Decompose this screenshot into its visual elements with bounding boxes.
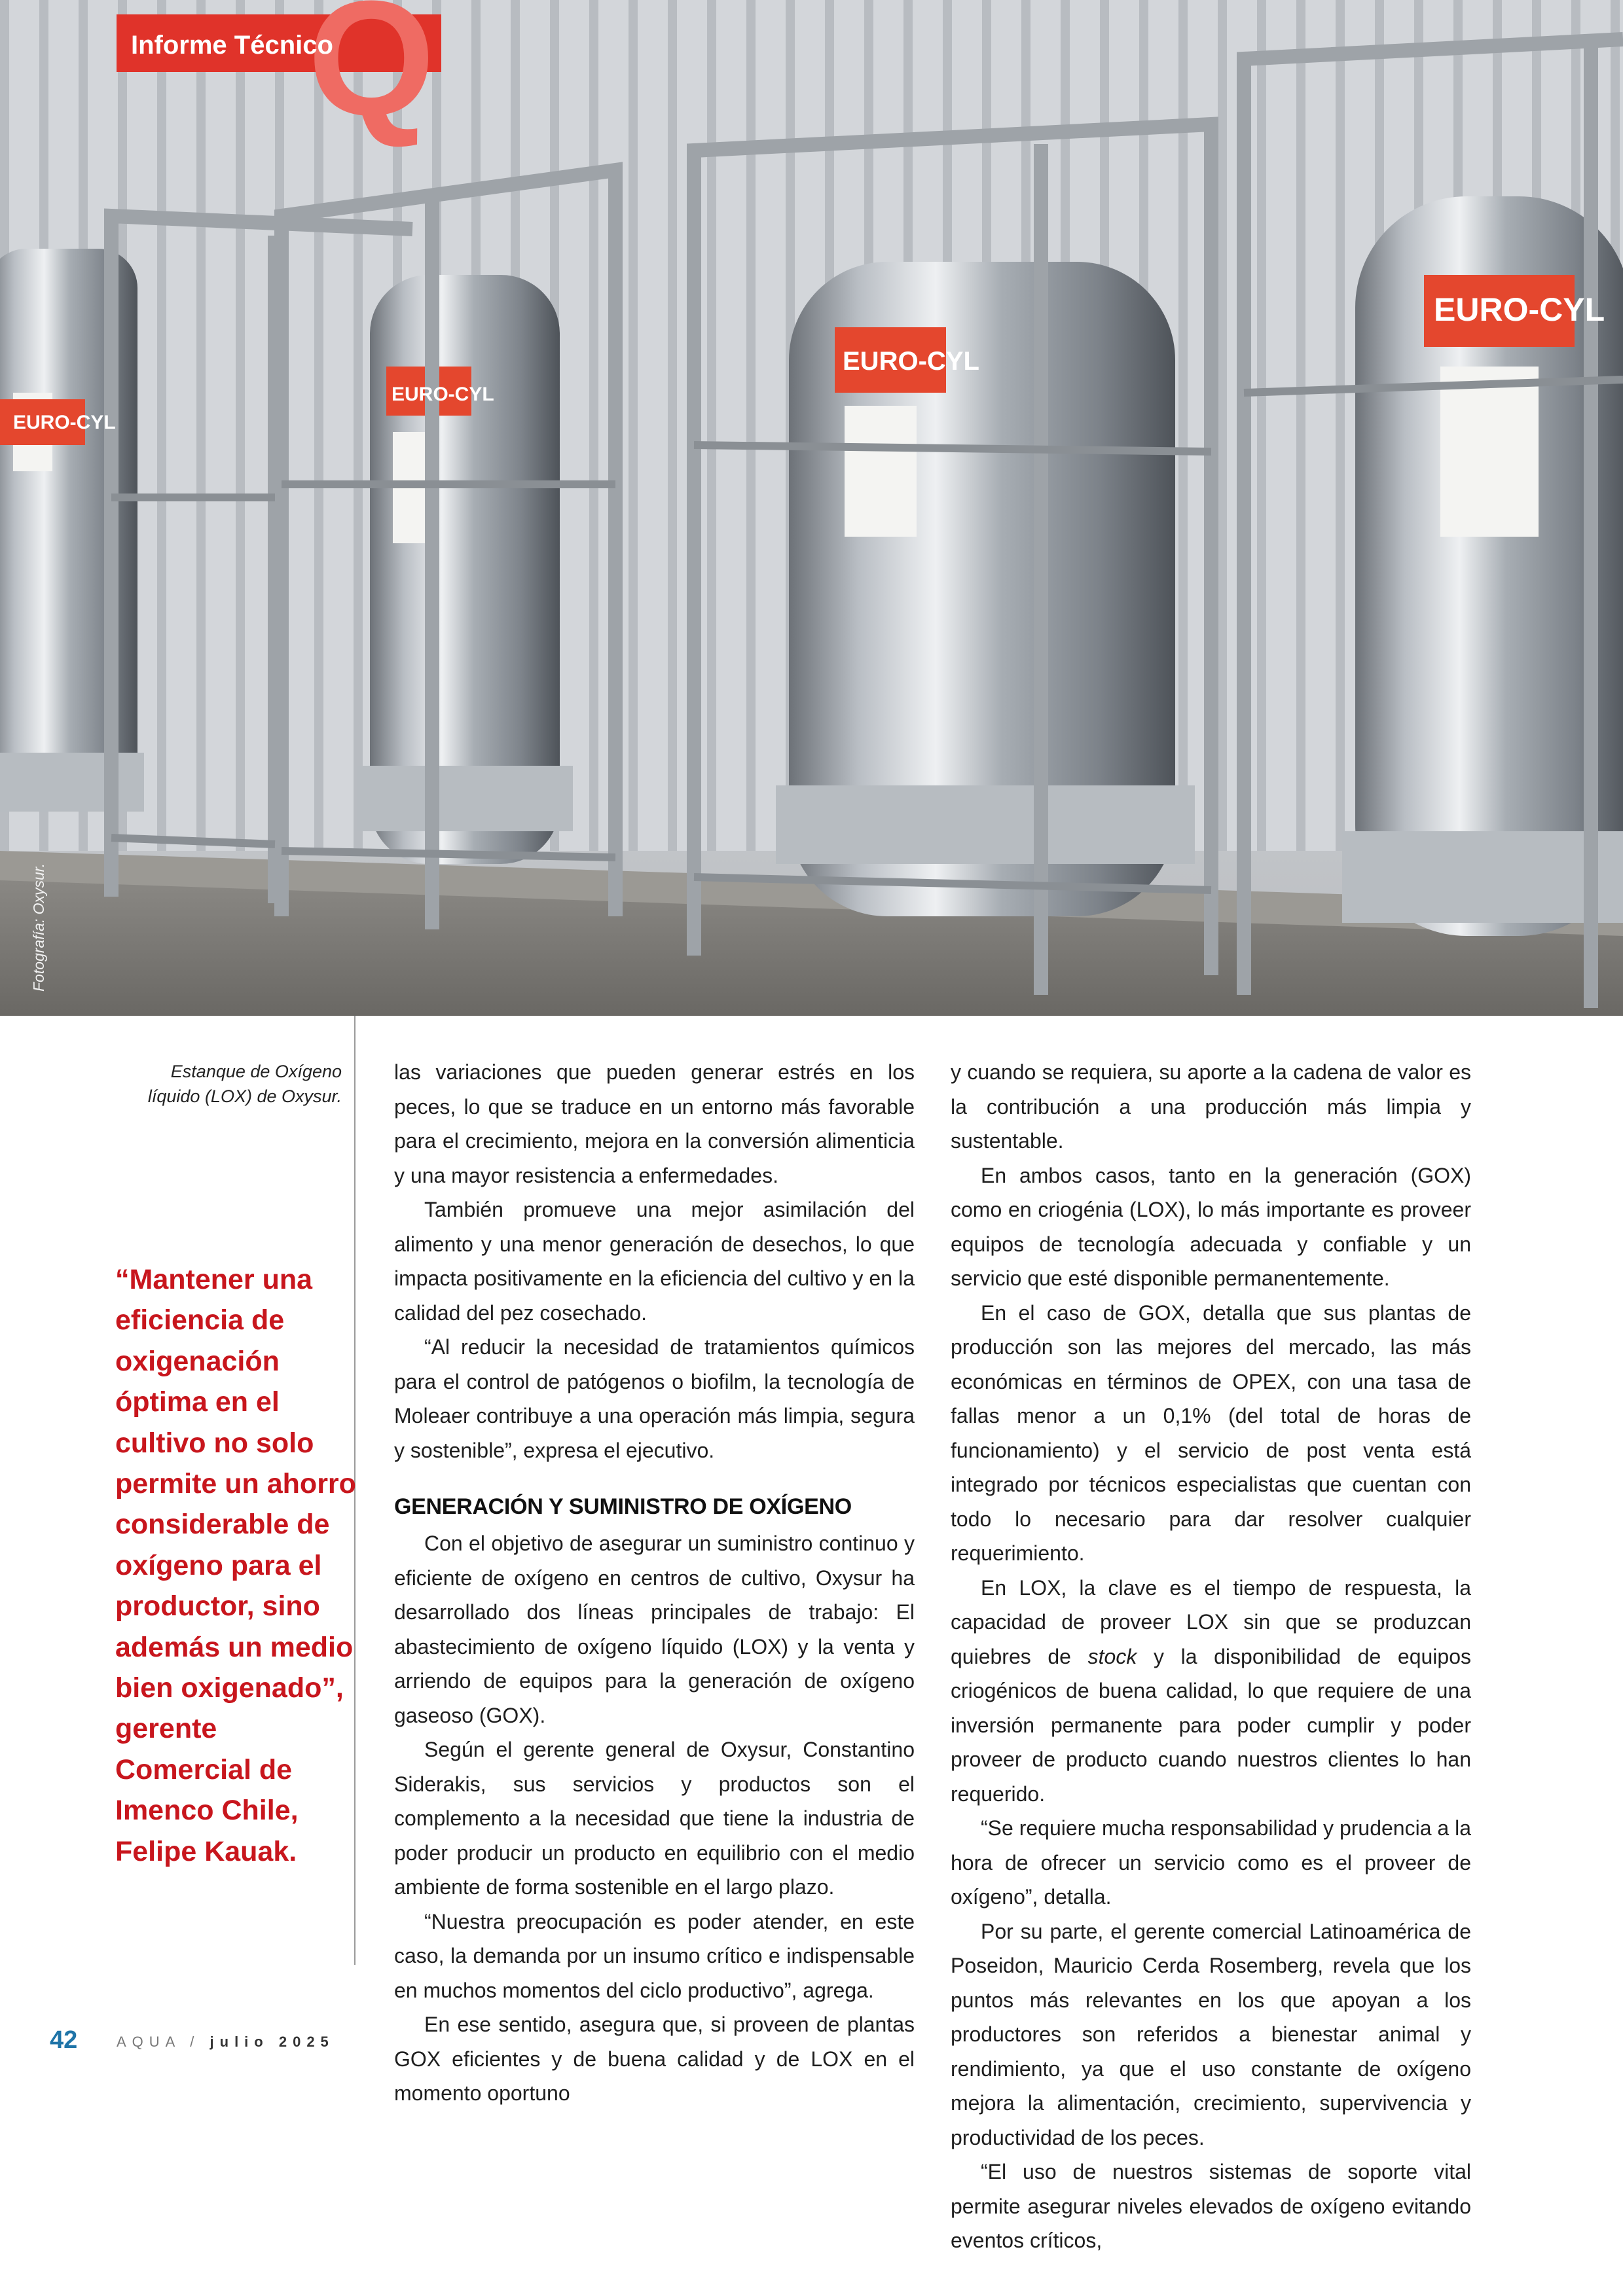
paragraph: En ambos casos, tanto en la generación (GOX) como en criogénia (LOX), lo más importante es proveer equipos de tecnología adecuada y confiable y un servicio que esté disponible permanentemente.	[951, 1163, 1471, 1290]
section-badge-label: Informe Técnico	[131, 31, 333, 60]
paragraph	[951, 1571, 1471, 1812]
paragraph: Según el gerente general de Oxysur, Constantino Siderakis, sus servicios y productos son el complemento a la necesidad que tiene la industria de poder producir un producto en equilibrio con el medio ambiente de forma sostenible en el largo plazo.	[394, 1738, 915, 1899]
emphasis-stock: stock	[1087, 1644, 1137, 1668]
tank-2	[357, 275, 573, 864]
paragraph: “El uso de nuestros sistemas de soporte vital permite asegurar niveles elevados de oxígeno evitando eventos críticos,	[951, 2160, 1471, 2252]
paragraph: y cuando se requiera, su aporte a la cadena de valor es la contribución a una producción más limpia y sustentable.	[951, 1060, 1471, 1153]
section-heading: GENERACIÓN Y SUMINISTRO DE OXÍGENO	[394, 1494, 852, 1519]
paragraph: También promueve una mejor asimilación del alimento y una menor generación de desechos, lo que impacta positivamente en la eficiencia del cultivo y en la calidad del pez cosechado.	[394, 1198, 915, 1325]
tank-label-1: EURO-CYL	[13, 412, 116, 433]
header-photo	[0, 0, 1623, 1016]
paragraph: En ese sentido, asegura que, si proveen de plantas GOX eficientes y de buena calidad y de LOX en el momento oportuno	[394, 2013, 915, 2105]
text-column-1	[394, 1055, 915, 2111]
issue-date: julio 2025	[210, 2034, 335, 2050]
section-badge-letter: Q	[308, 0, 435, 149]
tank-3	[776, 262, 1195, 916]
paragraph: “Nuestra preocupación es poder atender, en este caso, la demanda por un insumo crítico e indispensable en muchos momentos del ciclo productivo”, agrega.	[394, 1909, 915, 2002]
paragraph: Por su parte, el gerente comercial Latinoamérica de Poseidon, Mauricio Cerda Rosemberg, revela que los puntos más relevantes en los que apoyan a los productores son referidos a bienestar animal y rendimiento, ya que el uso constante de oxígeno mejora la alimentación, crecimiento, supervivencia y productividad de los peces.	[951, 1919, 1471, 2149]
page-number: 42	[50, 2026, 78, 2054]
tank-1	[0, 249, 144, 812]
tank-label-4: EURO-CYL	[1434, 291, 1605, 328]
paragraph-text: y la disponibilidad de equipos criogénicos de buena calidad, lo que requiere de una inversión permanente para poder cumplir y poder proveer de producto cuando nuestros clientes lo han requerido.	[951, 1644, 1472, 1806]
section-badge	[117, 0, 441, 149]
paragraph: Con el objetivo de asegurar un suministro continuo y eficiente de oxígeno en centros de cultivo, Oxysur ha desarrollado dos líneas principales de trabajo: El abastecimiento de oxígeno líquido (LOX) y la venta y arriendo de equipos para la generación de oxígeno gaseoso (GOX).	[394, 1532, 915, 1727]
paragraph: las variaciones que pueden generar estrés en los peces, lo que se traduce en un entorno más favorable para el crecimiento, mejora en la conversión alimenticia y una mayor resistencia a enfermedades.	[394, 1060, 915, 1187]
photo-caption: Estanque de Oxígeno líquido (LOX) de Oxysur.	[147, 1062, 342, 1106]
footer-separator: /	[190, 2034, 200, 2050]
running-footer	[117, 2034, 335, 2051]
magazine-name: AQUA	[117, 2034, 181, 2050]
paragraph-text: En LOX, la clave es el tiempo de respuesta, la capacidad de proveer LOX sin que se produzcan quiebres de	[951, 1575, 1471, 1668]
oxygen-tanks-photo	[0, 0, 1623, 1016]
photo-credit: Fotografía: Oxysur.	[30, 863, 47, 992]
pull-quote: “Mantener una eficiencia de oxigenación óptima en el cultivo no solo permite un ahorro considerable de oxígeno para el productor, sino además un medio bien oxigenado”, gerente Comercial de Imenco Chile, Felipe Kauak.	[115, 1264, 356, 1867]
tank-label-2: EURO-CYL	[392, 384, 494, 405]
paragraph: En el caso de GOX, detalla que sus plantas de producción son las mejores del mercado, las más económicas en términos de OPEX, con una tasa de fallas menor a un 0,1% (del total de horas de funcionamiento) y el servicio de post venta está integrado por técnicos especialistas que cuentan con todo lo necesario para dar resolver cualquier requerimiento.	[951, 1300, 1471, 1565]
paragraph: “Se requiere mucha responsabilidad y prudencia a la hora de ofrecer un servicio como es el proveer de oxígeno”, detalla.	[951, 1816, 1471, 1909]
text-column-2	[951, 1055, 1471, 2258]
tank-label-3: EURO-CYL	[843, 347, 979, 376]
paragraph: “Al reducir la necesidad de tratamientos químicos para el control de patógenos o biofilm, la tecnología de Moleaer contribuye a una operación más limpia, segura y sostenible”, expresa el ejecutivo.	[394, 1335, 915, 1462]
